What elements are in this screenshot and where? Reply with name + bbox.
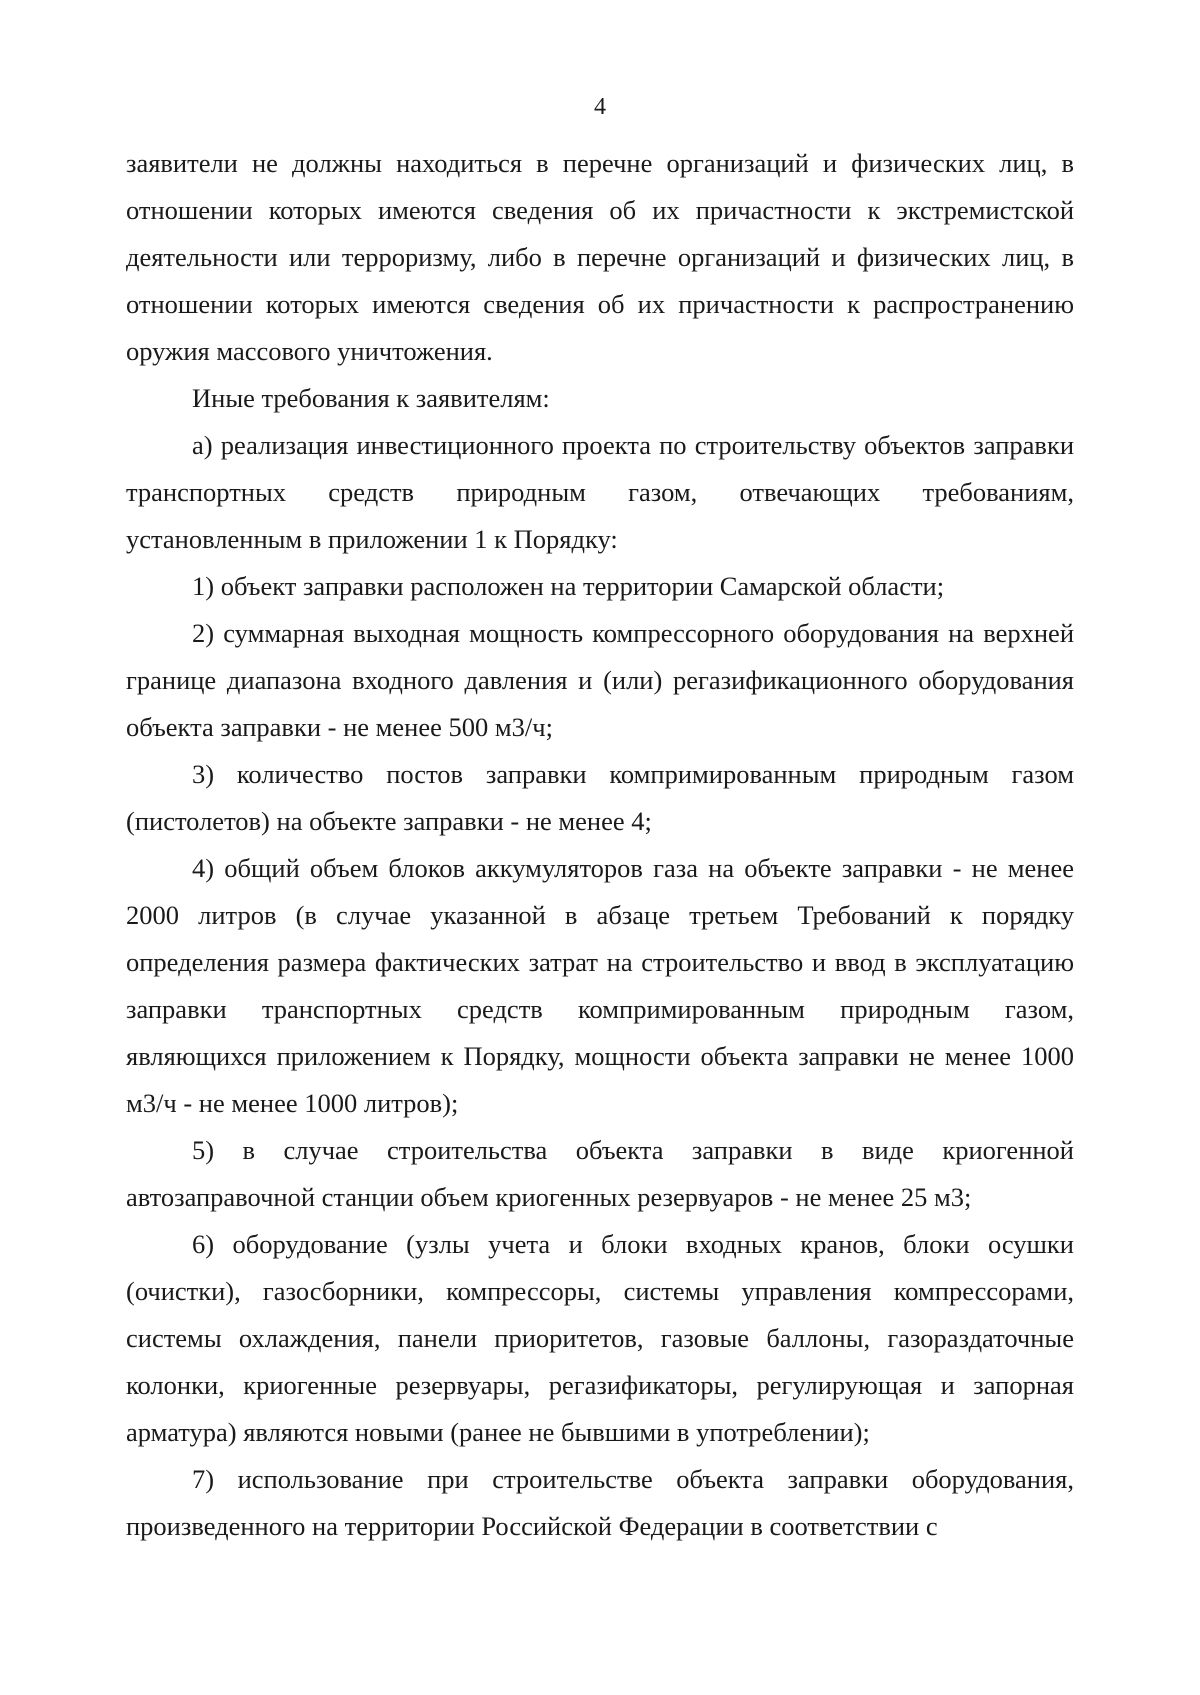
paragraph-item-7: 7) использование при строительстве объекта заправки оборудования, произведенного на территории Российской Федерации в соответствии с bbox=[126, 1464, 1074, 1541]
paragraph-item-1: 1) объект заправки расположен на территории Самарской области; bbox=[192, 571, 945, 601]
page-number: 4 bbox=[594, 94, 606, 120]
paragraph-item-6: 6) оборудование (узлы учета и блоки входных кранов, блоки осушки (очистки), газосборники, компрессоры, системы управления компрессорами, системы охлаждения, панели приоритетов, газовые баллоны, газораздаточные колонки, криогенные резервуары, регазификаторы, регулирующая и запорная арматура) являются новыми (ранее не бывшими в употреблении); bbox=[126, 1229, 1074, 1447]
paragraph-applicant-lists: заявители не должны находиться в перечне организаций и физических лиц, в отношении которых имеются сведения об их причастности к экстремистской деятельности или терроризму, либо в перечне организаций и физических лиц, в отношении которых имеются сведения об их причастности к распространению оружия массового уничтожения. bbox=[126, 148, 1074, 366]
paragraph-item-5: 5) в случае строительства объекта заправки в виде криогенной автозаправочной станции объем криогенных резервуаров - не менее 25 м3; bbox=[126, 1135, 1074, 1212]
paragraph-item-a: а) реализация инвестиционного проекта по строительству объектов заправки транспортных средств природным газом, отвечающих требованиям, установленным в приложении 1 к Порядку: bbox=[126, 430, 1074, 554]
paragraph-item-3: 3) количество постов заправки компримированным природным газом (пистолетов) на объекте заправки - не менее 4; bbox=[126, 759, 1074, 836]
paragraph-other-requirements: Иные требования к заявителям: bbox=[192, 383, 550, 413]
paragraph-item-2: 2) суммарная выходная мощность компрессорного оборудования на верхней границе диапазона входного давления и (или) регазификационного оборудования объекта заправки - не менее 500 м3/ч; bbox=[126, 618, 1074, 742]
paragraph-item-4: 4) общий объем блоков аккумуляторов газа на объекте заправки - не менее 2000 литров (в случае указанной в абзаце третьем Требований к порядку определения размера фактических затрат на строительство и ввод в эксплуатацию заправки транспортных средств компримированным природным газом, являющихся приложением к Порядку, мощности объекта заправки не менее 1000 м3/ч - не менее 1000 литров); bbox=[126, 853, 1074, 1118]
body-text bbox=[126, 140, 1074, 1550]
